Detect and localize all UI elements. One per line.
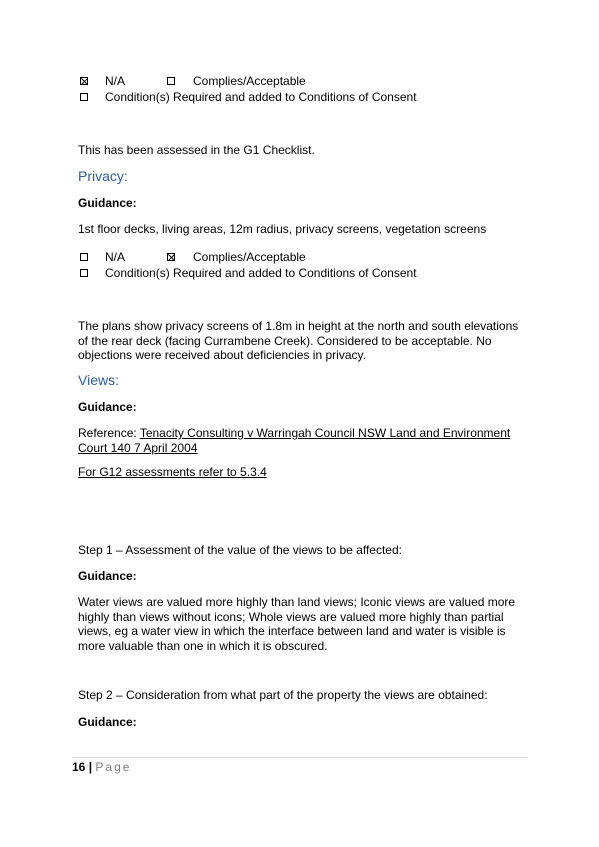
- g12-reference-link[interactable]: For G12 assessments refer to 5.3.4: [78, 465, 267, 479]
- privacy-guidance-text: 1st floor decks, living areas, 12m radius, privacy screens, vegetation screens: [78, 222, 487, 236]
- step1-guidance-text: Water views are valued more highly than land views; Iconic views are valued more highly than views without icons; Whole views are valued more highly than partial views, eg a water view in which the interface between land and water is visible is more valuable than one in which it is obscured.: [78, 595, 516, 653]
- footer-separator: |: [88, 760, 93, 774]
- na-label: N/A: [105, 250, 126, 264]
- checkbox-unchecked-icon: [80, 93, 88, 101]
- tenacity-reference-link[interactable]: Tenacity Consulting v Warringah Council NSW Land and Environment Court 140 7 April 2004: [78, 426, 511, 455]
- checkbox-unchecked-icon: [167, 77, 175, 85]
- step1-text: Step 1 – Assessment of the value of the views to be affected:: [78, 543, 402, 557]
- condition-label: Condition(s) Required and added to Conditions of Consent: [105, 90, 417, 104]
- na-label: N/A: [105, 74, 126, 88]
- privacy-assessment: The plans show privacy screens of 1.8m in height at the north and south elevations of the rear deck (facing Currambene Creek). Considered to be acceptable. No objections were received about deficiencies in privacy.: [78, 319, 519, 362]
- step1-guidance-label: Guidance:: [78, 569, 137, 583]
- complies-label: Complies/Acceptable: [193, 74, 306, 88]
- views-reference: [78, 426, 528, 455]
- page-footer: [72, 760, 131, 774]
- page-word: Page: [95, 760, 132, 774]
- complies-label: Complies/Acceptable: [193, 250, 306, 264]
- g1-note: This has been assessed in the G1 Checklist.: [78, 143, 315, 157]
- step2-guidance-label: Guidance:: [78, 715, 137, 729]
- privacy-guidance-label: Guidance:: [78, 196, 137, 210]
- step2-text: Step 2 – Consideration from what part of the property the views are obtained:: [78, 688, 488, 702]
- checkbox-checked-icon: [167, 253, 175, 261]
- reference-prefix: Reference:: [78, 426, 140, 440]
- views-guidance-label: Guidance:: [78, 400, 137, 414]
- footer-divider: [72, 757, 528, 758]
- checkbox-unchecked-icon: [80, 253, 88, 261]
- checkbox-checked-icon: [80, 77, 88, 85]
- views-heading: Views:: [78, 372, 119, 388]
- privacy-heading: Privacy:: [78, 168, 128, 184]
- checkbox-unchecked-icon: [80, 269, 88, 277]
- condition-label: Condition(s) Required and added to Conditions of Consent: [105, 266, 417, 280]
- page-number: 16: [72, 760, 86, 774]
